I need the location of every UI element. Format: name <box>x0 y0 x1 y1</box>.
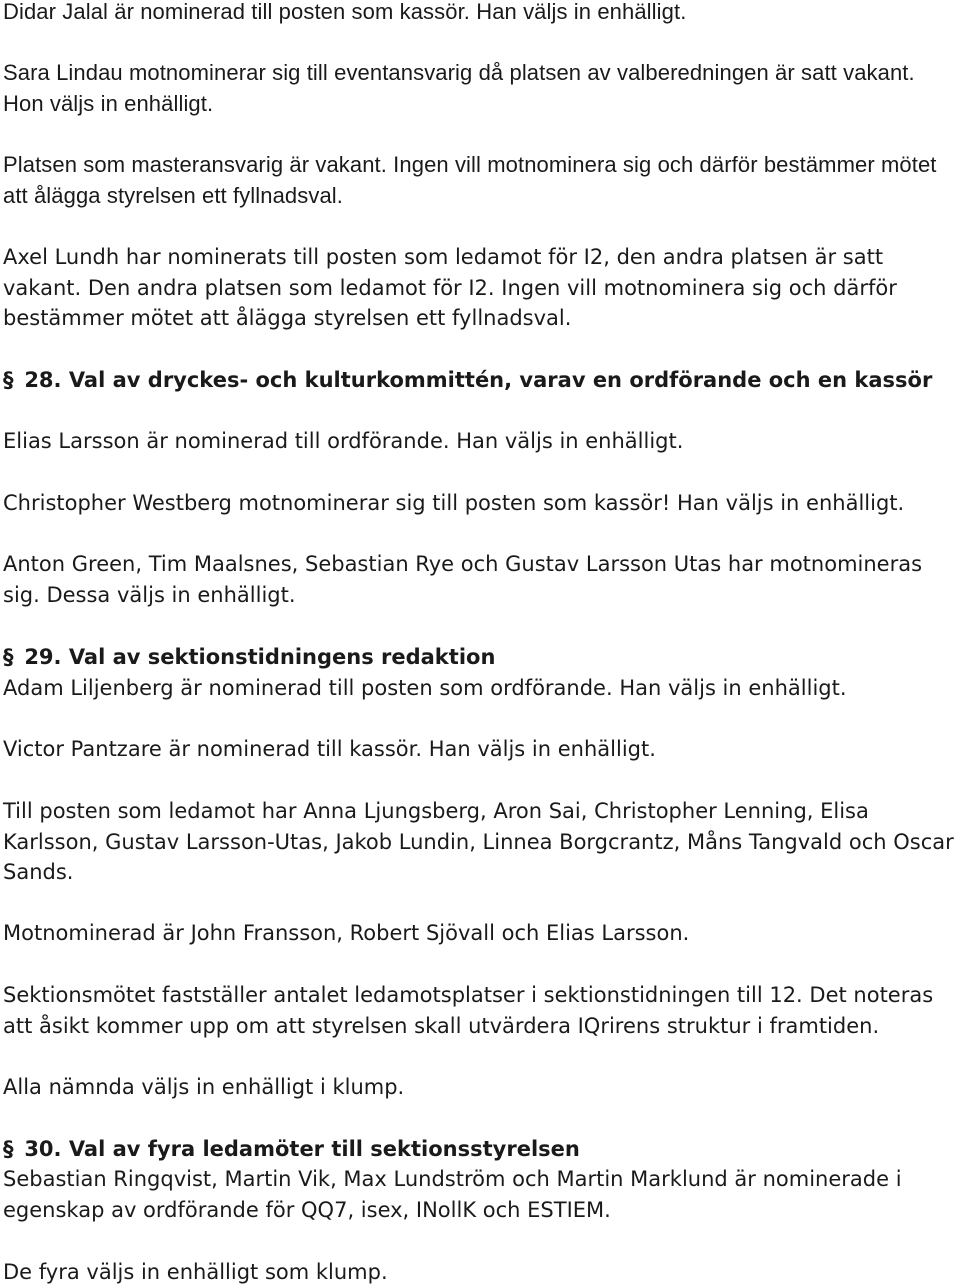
paragraph-elias: Elias Larsson är nominerad till ordförande. Han väljs in enhälligt. <box>3 429 684 453</box>
section-30-heading <box>3 1134 580 1165</box>
paragraph-victor: Victor Pantzare är nominerad till kassör. Han väljs in enhälligt. <box>3 737 656 761</box>
section-number: 29. <box>24 645 62 669</box>
paragraph-alla: Alla nämnda väljs in enhälligt i klump. <box>3 1075 405 1099</box>
paragraph-axel: Axel Lundh har nominerats till posten som ledamot för I2, den andra platsen är satt vakant. Den andra platsen som ledamot för I2. Ingen vill motnominera sig och därför bestämmer mötet att ålägga styrelsen ett fyllnadsval. <box>3 245 897 331</box>
section-number: 28. <box>24 368 62 392</box>
section-symbol: § <box>3 645 14 669</box>
section-symbol: § <box>3 368 14 392</box>
section-title: Val av fyra ledamöter till sektionsstyrelsen <box>68 1137 580 1161</box>
paragraph-sektionsmotet: Sektionsmötet fastställer antalet ledamotsplatser i sektionstidningen till 12. Det noteras att åsikt kommer upp om att styrelsen skall utvärdera IQrirens struktur i framtiden. <box>3 983 934 1038</box>
paragraph-sebastian: Sebastian Ringqvist, Martin Vik, Max Lundström och Martin Marklund är nominerade i egenskap av ordförande för QQ7, isex, INollK och ESTIEM. <box>3 1167 902 1222</box>
section-number: 30. <box>24 1137 62 1161</box>
section-title: Val av sektionstidningens redaktion <box>68 645 496 669</box>
section-title: Val av dryckes- och kulturkommittén, varav en ordförande och en kassör <box>68 368 933 392</box>
paragraph-sara: Sara Lindau motnominerar sig till eventansvarig då platsen av valberedningen är satt vakant. Hon väljs in enhälligt. <box>3 60 915 116</box>
paragraph-ledamot: Till posten som ledamot har Anna Ljungsberg, Aron Sai, Christopher Lenning, Elisa Karlsson, Gustav Larsson-Utas, Jakob Lundin, Linnea Borgcrantz, Måns Tangvald och Oscar Sands. <box>3 799 954 885</box>
paragraph-didar: Didar Jalal är nominerad till posten som kassör. Han väljs in enhälligt. <box>3 0 687 24</box>
section-symbol: § <box>3 1137 14 1161</box>
paragraph-motnominerad: Motnominerad är John Fransson, Robert Sjövall och Elias Larsson. <box>3 921 690 945</box>
paragraph-anton: Anton Green, Tim Maalsnes, Sebastian Rye och Gustav Larsson Utas har motnomineras sig. Dessa väljs in enhälligt. <box>3 552 923 607</box>
section-29-heading <box>3 642 495 673</box>
paragraph-de-fyra: De fyra väljs in enhälligt som klump. <box>3 1260 388 1284</box>
paragraph-adam: Adam Liljenberg är nominerad till posten som ordförande. Han väljs in enhälligt. <box>3 676 847 700</box>
section-28-heading <box>3 365 932 396</box>
paragraph-christopher: Christopher Westberg motnominerar sig till posten som kassör! Han väljs in enhälligt. <box>3 491 905 515</box>
paragraph-masteransvarig: Platsen som masteransvarig är vakant. Ingen vill motnominera sig och därför bestämmer mötet att ålägga styrelsen ett fyllnadsval. <box>3 152 937 208</box>
